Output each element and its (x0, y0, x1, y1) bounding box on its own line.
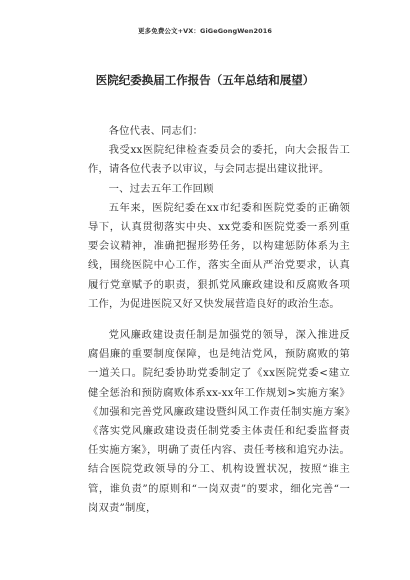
intro-paragraph: 我受xx医院纪律检查委员会的委托，向大会报告工作，请各位代表予以审议，与会同志提出建议批评。 (88, 144, 350, 176)
document-title: 医院纪委换届工作报告（五年总结和展望） (95, 73, 315, 87)
section-heading: 一、过去五年工作回顾 (108, 182, 214, 195)
header-note: 更多免费公文+VX：GiGeGongWen2016 (138, 27, 272, 35)
document-body (88, 122, 350, 518)
responsibility-paragraph: 党风廉政建设责任制是加强党的领导，深入推进反腐倡廉的重要制度保障，也是纯洁党风，预防腐败的第一道关口。院纪委协助党委制定了《xx医院党委<建立健全惩治和预防腐败体系xx-xx年工作规划>实施方案》《加强和完善党风廉政建设暨纠风工作责任制实施方案》《落实党风廉政建设责任制党委主体责任和纪委监督责任实施方案》，明确了责任内容、责任考核和追究办法。结合医院党政领导的分工、机构设置状况，按照“谁主管，谁负责”的原则和“一岗双责”的要求，细化完善“一岗双责”制度， (88, 329, 350, 514)
review-paragraph: 五年来，医院纪委在xx市纪委和医院党委的正确领导下，认真贯彻落实中央、xx党委和医院党委一系列重要会议精神，准确把握形势任务，以构建惩防体系为主线，围绕医院中心工作，落实全面从严治党要求，认真履行党章赋予的职责，狠抓党风廉政建设和反腐败各项工作，为促进医院又好又快发展营造良好的政治生态。 (88, 201, 350, 310)
salutation-paragraph: 各位代表、同志们： (108, 125, 204, 137)
